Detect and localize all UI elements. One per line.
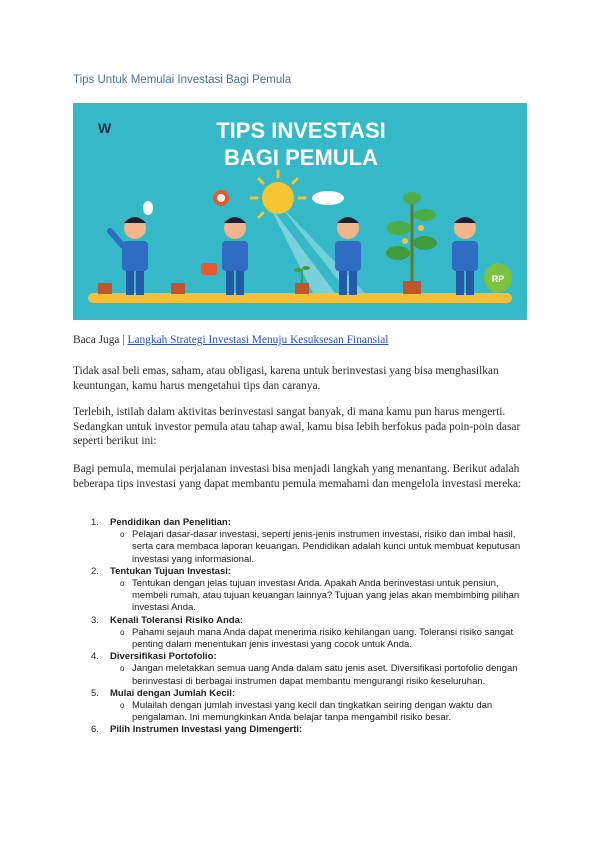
tip-item	[73, 517, 533, 566]
tip-title: Kenali Toleransi Risiko Anda:	[110, 614, 244, 626]
tip-text: Pelajari dasar-dasar investasi, seperti jenis-jenis instrumen investasi, risiko dan imbal hasil, serta cara membaca laporan keuangan. Pendidikan adalah kunci untuk membuat keputusan investasi yang informasional.	[132, 529, 521, 565]
tip-item	[73, 724, 533, 736]
bullet-icon: o	[120, 701, 125, 711]
watering-can-icon	[201, 263, 217, 275]
tip-item	[73, 566, 533, 615]
bullet-icon: o	[120, 579, 125, 589]
tip-item	[73, 688, 533, 725]
ground-strip	[88, 293, 512, 303]
person-2-figure	[171, 217, 248, 295]
tip-text: Tentukan dengan jelas tujuan investasi Anda. Apakah Anda berinvestasi untuk pensiun, membeli rumah, atau tujuan keuangan lainnya? Tujuan yang jelas akan membimbing pilihan investasi Anda.	[132, 578, 520, 614]
person-1-figure	[98, 217, 148, 295]
read-also-link[interactable]: Langkah Strategi Investasi Menuju Kesuksesan Finansial	[127, 334, 389, 346]
money-bag-label: RP	[491, 274, 505, 284]
tip-title: Pendidikan dan Penelitian:	[110, 517, 231, 528]
banner-logo: W	[98, 120, 112, 136]
read-also	[73, 333, 531, 348]
idea-icon	[213, 190, 229, 206]
bullet-icon: o	[120, 627, 125, 637]
tip-detail	[110, 578, 533, 615]
tip-item	[73, 651, 533, 688]
tip-number: 5.	[91, 687, 99, 699]
tips-list	[73, 517, 533, 737]
money-bag-icon	[484, 263, 512, 293]
tip-detail	[110, 627, 533, 651]
paragraph-1: Tidak asal beli emas, saham, atau obligasi, karena untuk berinvestasi yang bisa menghasilkan keuntungan, kamu harus mengetahui tips dan caranya.	[73, 365, 499, 392]
paragraph-2: Terlebih, istilah dalam aktivitas berinvestasi sangat banyak, di mana kamu pun harus mengerti. Sedangkan untuk investor pemula atau tahap awal, kamu bisa lebih berfokus pada poin-poin dasar seperti berikut ini:	[73, 406, 521, 447]
lightbulb-icon	[143, 201, 153, 215]
tip-number: 4.	[91, 651, 99, 663]
banner-heading-line2: BAGI PEMULA	[224, 145, 378, 170]
tip-number: 2.	[91, 565, 99, 577]
banner-artwork	[73, 103, 527, 320]
cloud-icon	[312, 191, 344, 205]
paragraph-3: Bagi pemula, memulai perjalanan investasi bisa menjadi langkah yang menantang. Berikut adalah beberapa tips investasi yang dapat membantu pemula memahami dan mengelola investasi mereka:	[73, 463, 522, 490]
tip-number: 1.	[91, 517, 99, 528]
tip-detail	[110, 700, 533, 724]
tip-title: Diversifikasi Portofolio:	[110, 651, 217, 663]
person-4-figure	[452, 217, 478, 295]
money-tree-figure	[386, 192, 437, 294]
tip-detail	[110, 663, 533, 687]
document-title: Tips Untuk Memulai Investasi Bagi Pemula	[73, 74, 292, 86]
banner-heading-line1: TIPS INVESTASI	[216, 118, 386, 143]
tip-title: Pilih Instrumen Investasi yang Dimengerti:	[110, 724, 303, 736]
tip-detail	[110, 529, 533, 566]
tip-text: Pahami sejauh mana Anda dapat menerima risiko kehilangan uang. Toleransi risiko sangat penting dalam menentukan jenis investasi yang cocok untuk Anda.	[132, 626, 514, 651]
tip-title: Tentukan Tujuan Investasi:	[110, 565, 232, 577]
bullet-icon: o	[120, 530, 125, 540]
tip-text: Jangan meletakkan semua uang Anda dalam satu jenis aset. Diversifikasi portofolio dengan berinvestasi di berbagai instrumen dapat membantu mengurangi risiko keseluruhan.	[132, 663, 518, 687]
tip-text: Mulailah dengan jumlah investasi yang kecil dan tingkatkan seiring dengan waktu dan pengalaman. Ini memungkinkan Anda belajar tanpa mengambil risiko besar.	[132, 700, 493, 724]
tip-number: 3.	[91, 614, 99, 626]
tip-title: Mulai dengan Jumlah Kecil:	[110, 687, 236, 699]
tip-item	[73, 615, 533, 652]
banner-illustration	[73, 103, 527, 320]
bullet-icon: o	[120, 664, 125, 674]
tip-number: 6.	[91, 724, 99, 736]
read-also-prefix: Baca Juga |	[73, 334, 125, 346]
